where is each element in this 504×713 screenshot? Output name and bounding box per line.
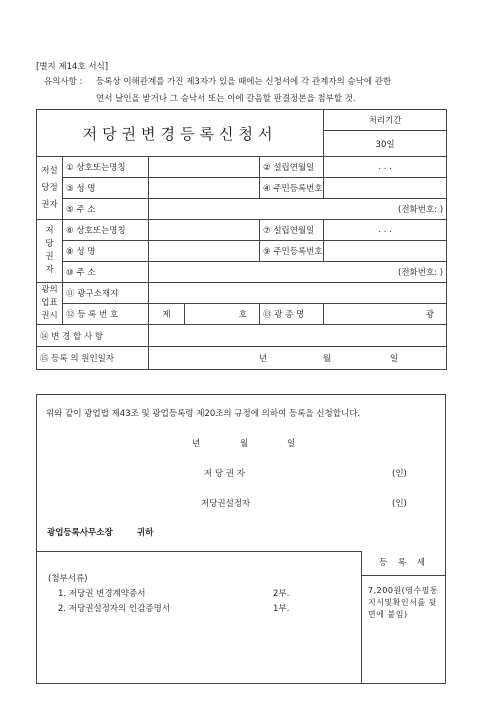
mortgagee-name-label: ⑥ 상호또는명칭 [63, 220, 149, 241]
mortgagee-resident-number-label: ⑨ 주민등록번호 [260, 241, 324, 262]
attachment-item-1: 1. 저당권 변경계약증서 [58, 589, 146, 599]
mortgagee-address-label: ⑩ 주 소 [63, 262, 149, 283]
application-form-table [36, 109, 447, 370]
mortgagor-person-name-input[interactable] [149, 178, 260, 199]
attachment-item-2-count: 1부. [273, 604, 290, 614]
cause-date-label: ⑮ 등록 의 원인일자 [37, 347, 149, 370]
notice-line-2: 연서 날인을 받거나 그 승낙서 또는 이에 갈음할 판결정본을 첨부할 것. [96, 94, 356, 104]
processing-period-value: 30일 [324, 131, 447, 157]
mortgagor-resident-number-label: ④ 주민등록번호 [260, 178, 324, 199]
mortgagor-address-input[interactable] [149, 199, 447, 220]
mortgagor-address-label: ⑤ 주 소 [63, 199, 149, 220]
mortgagor-person-name-label: ③ 성 명 [63, 178, 149, 199]
attachments-heading: (첨부서류) [48, 574, 88, 584]
mortgagee-name-input[interactable] [149, 220, 260, 241]
mortgagee-phone: (전화번호: ) [398, 268, 444, 278]
registration-number-input[interactable] [185, 304, 260, 325]
mortgagee-person-name-label: ⑧ 성 명 [63, 241, 149, 262]
mortgagee-establish-date-label: ⑦ 설립연월일 [260, 220, 324, 241]
registration-number-prefix: 제 [149, 304, 185, 325]
mortgagee-establish-date-input[interactable]: . . . [324, 220, 447, 241]
mortgagor-resident-number-input[interactable] [324, 178, 447, 199]
mortgagee-resident-number-input[interactable] [324, 241, 447, 262]
mortgagor-establish-date-input[interactable]: . . . [324, 157, 447, 178]
form-title: 저당권변경등록신청서 [82, 124, 278, 143]
mortgagee-group-label: 저 당 권 자 [37, 220, 63, 283]
mortgagor-establish-date-label: ② 설립연월일 [260, 157, 324, 178]
mineral-name-input[interactable] [324, 304, 447, 325]
mortgagee-signature-label: 저당권설정자 [201, 499, 251, 509]
mortgagee-seal[interactable]: (인) [392, 499, 407, 509]
form-title-cell [37, 110, 324, 157]
registration-tax-label: 등 록 세 [362, 551, 446, 576]
declaration-statement: 위와 같이 광업법 제43조 및 광업등록령 제20조의 규정에 의하여 등록을 신청합니다. [46, 409, 361, 419]
cause-date-input[interactable] [149, 347, 447, 370]
change-items-input[interactable] [149, 325, 447, 347]
form-number: [별지 제14호 서식] [36, 62, 109, 72]
notice-label: 유의사항 : [44, 77, 83, 87]
mortgagor-phone: (전화번호: ) [398, 205, 444, 215]
cause-date-year: 년 [259, 354, 268, 364]
recipient-suffix: 귀하 [137, 528, 154, 538]
attachments-divider [36, 551, 361, 552]
registration-tax-box [361, 551, 446, 684]
attachment-item-1-count: 2부. [273, 589, 290, 599]
application-date-month: 월 [240, 439, 249, 449]
registration-number-suffix: 호 [238, 310, 247, 320]
mortgagor-seal[interactable]: (인) [392, 469, 407, 479]
mortgagor-name-label: ① 상호또는명칭 [63, 157, 149, 178]
processing-period-label: 처리기간 [324, 110, 447, 131]
mortgagor-group-label: 저설 당정 권자 [37, 157, 63, 220]
mineral-name-label: ⑬ 광 종 명 [260, 304, 324, 325]
mine-location-label: ⑪ 광구소재지 [63, 283, 149, 304]
mineral-unit: 광 [425, 310, 435, 320]
mortgagee-person-name-input[interactable] [149, 241, 260, 262]
mine-location-input[interactable] [149, 283, 447, 304]
mining-group-label: 광의 업표 권시 [37, 283, 63, 325]
registration-number-label: ⑫ 등 록 번 호 [63, 304, 149, 325]
mortgagor-signature-label: 저 당 권 자 [204, 469, 245, 479]
application-date-year: 년 [192, 439, 201, 449]
mortgagee-address-input[interactable] [149, 262, 447, 283]
cause-date-month: 월 [322, 354, 332, 364]
registration-tax-note: 7,200원(영수필통지서및확인서를 뒷면에 붙임) [368, 586, 439, 619]
notice-line-1: 등록상 이해관계를 가진 제3자가 있을 때에는 신청서에 각 관계자의 승낙에 관한 [96, 77, 392, 87]
cause-date-day: 일 [389, 354, 399, 364]
attachment-item-2: 2. 저당권설정자의 인감증명서 [58, 604, 171, 614]
application-date-day: 일 [287, 439, 296, 449]
mortgagor-name-input[interactable] [149, 157, 260, 178]
recipient-office: 광업등록사무소장 [47, 528, 113, 538]
change-items-label: ⑭ 변 경 할 사 항 [37, 325, 149, 347]
